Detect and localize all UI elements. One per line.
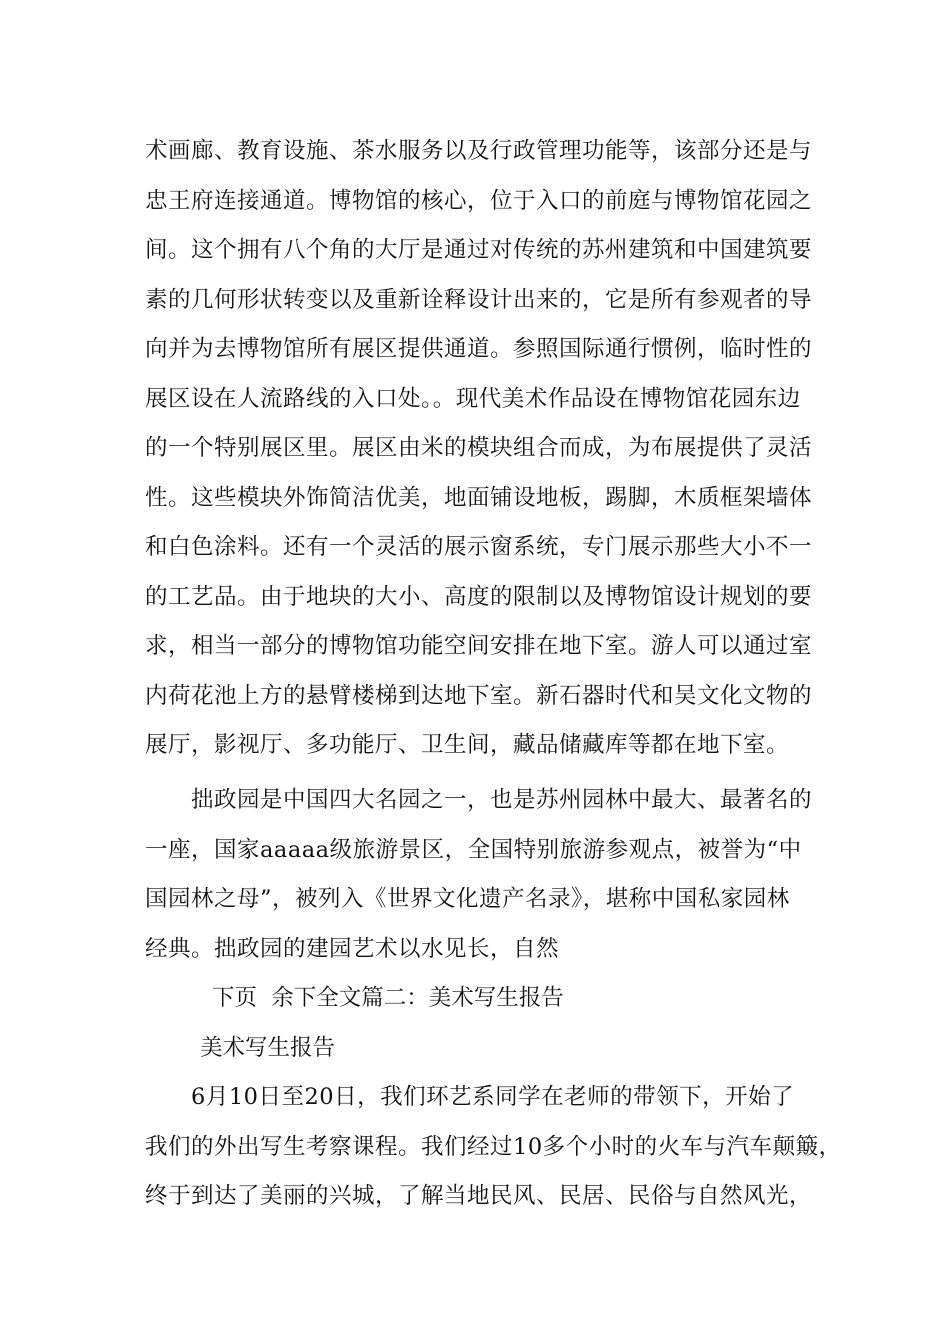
paragraph-sketch-trip bbox=[145, 1073, 842, 1222]
text-line: 忠王府连接通道。博物馆的核心，位于入口的前庭与博物馆花园之 bbox=[145, 187, 813, 214]
text-line: 的一个特别展区里。展区由米的模块组合而成，为布展提供了灵活 bbox=[145, 435, 813, 461]
text-line: 展区设在人流路线的入口处。。现代美术作品设在博物馆花园东边 bbox=[145, 385, 801, 412]
text-line: 终于到达了美丽的兴城，了解当地民风、民居、民俗与自然风光， bbox=[145, 1183, 813, 1209]
text-line: 内荷花池上方的悬臂楼梯到达地下室。新石器时代和吴文化文物的 bbox=[145, 682, 813, 709]
text-line: 素的几何形状转变以及重新诠释设计出来的，它是所有参观者的导 bbox=[145, 286, 813, 313]
text-line: 术画廊、教育设施、茶水服务以及行政管理功能等，该部分还是与 bbox=[145, 138, 813, 164]
paragraph-museum-description bbox=[145, 127, 815, 771]
section-title: 美术写生报告 bbox=[200, 1035, 336, 1061]
text-line: 间。这个拥有八个角的大厅是通过对传统的苏州建筑和中国建筑要 bbox=[145, 237, 813, 263]
text-line: 经典。拙政园的建园艺术以水见长，自然 bbox=[145, 935, 560, 962]
text-line: 拙政园是中国四大名园之一，也是苏州园林中最大、最著名的 bbox=[145, 787, 813, 813]
next-page-link-text: 下页 余下全文篇二：美术写生报告 bbox=[212, 985, 564, 1011]
text-line: 性。这些模块外饰简洁优美，地面铺设地板，踢脚，木质框架墙体 bbox=[145, 484, 813, 511]
paragraph-humble-administrator-garden bbox=[145, 776, 815, 974]
text-line: 求，相当一部分的博物馆功能空间安排在地下室。游人可以通过室 bbox=[145, 633, 813, 659]
text-line: 和白色涂料。还有一个灵活的展示窗系统，专门展示那些大小不一 bbox=[145, 534, 813, 560]
text-line: 向并为去博物馆所有展区提供通道。参照国际通行惯例，临时性的 bbox=[145, 336, 813, 362]
text-line: 的工艺品。由于地块的大小、高度的限制以及博物馆设计规划的要 bbox=[145, 583, 813, 610]
text-line: 一座，国家aaaaa级旅游景区，全国特别旅游参观点，被誉为“中 bbox=[145, 836, 802, 863]
text-line: 6月10日至20日，我们环艺系同学在老师的带领下，开始了 bbox=[145, 1084, 795, 1110]
text-line: 展厅，影视厅、多功能厅、卫生间，藏品储藏库等都在地下室。 bbox=[145, 732, 790, 758]
text-line: 国园林之母”，被列入《世界文化遗产名录》，堪称中国私家园林 bbox=[145, 886, 790, 912]
text-line: 我们的外出写生考察课程。我们经过10多个小时的火车与汽车颠簸， bbox=[145, 1133, 842, 1160]
